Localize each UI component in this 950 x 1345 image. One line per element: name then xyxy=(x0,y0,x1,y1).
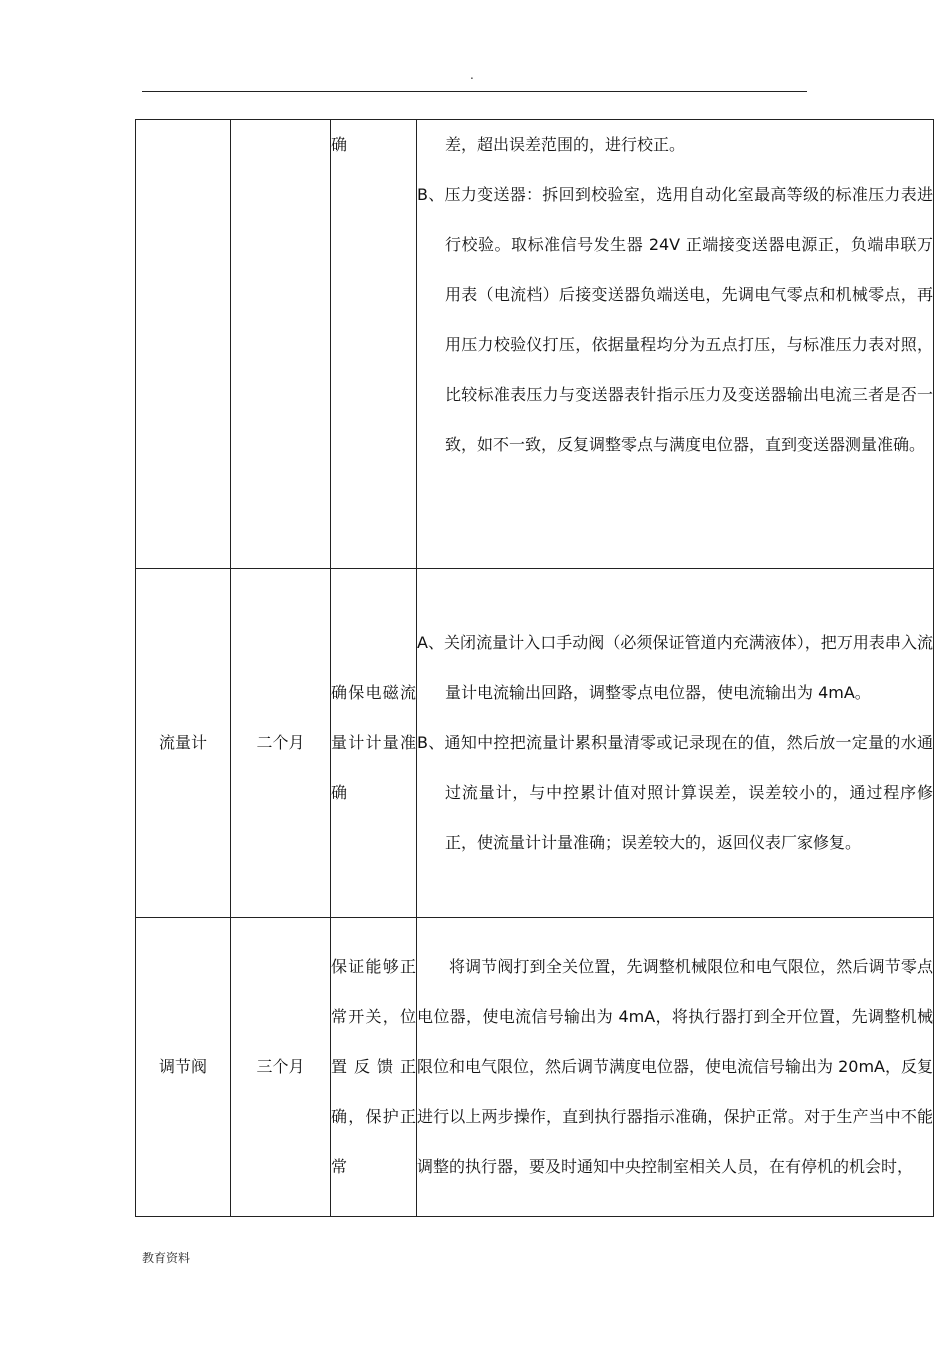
instrument-name-cell: 流量计 xyxy=(136,569,231,918)
cycle-cell: 二个月 xyxy=(231,569,331,918)
method-paragraph: 将调节阀打到全关位置，先调整机械限位和电气限位，然后调节零点电位器，使电流信号输出为 4mA，将执行器打到全开位置，先调整机械限位和电气限位，然后调节满度电位器，使电流信号输出为 20mA，反复进行以上两步操作，直到执行器指示准确，保护正常。对于生产当中不能调整的执行器，要及时通知中央控制室相关人员，在有停机的机会时， xyxy=(417,957,933,1176)
maintenance-table xyxy=(135,119,934,1217)
header-mark: . xyxy=(470,68,474,82)
table-row xyxy=(136,569,934,918)
method-cell xyxy=(417,120,934,569)
instrument-name-cell xyxy=(136,120,231,569)
purpose-cell: 保证能够正常开关，位置反馈正确，保护正常 xyxy=(331,918,417,1217)
purpose-cell: 确保电磁流量计计量准确 xyxy=(331,569,417,918)
purpose-cell: 确 xyxy=(331,120,417,569)
header-rule xyxy=(142,91,807,92)
method-paragraph: A、关闭流量计入口手动阀（必须保证管道内充满液体），把万用表串入流量计电流输出回路，调整零点电位器，使电流输出为 4mA。 xyxy=(417,633,933,702)
instrument-name-cell: 调节阀 xyxy=(136,918,231,1217)
method-paragraph: 差，超出误差范围的，进行校正。 xyxy=(445,135,686,154)
method-paragraph: B、通知中控把流量计累积量清零或记录现在的值，然后放一定量的水通过流量计，与中控累计值对照计算误差，误差较小的，通过程序修正，使流量计计量准确；误差较大的，返回仪表厂家修复。 xyxy=(417,733,933,852)
cycle-cell xyxy=(231,120,331,569)
method-cell xyxy=(417,569,934,918)
footer-text: 教育资料 xyxy=(142,1251,191,1265)
table-row xyxy=(136,120,934,569)
cycle-cell: 三个月 xyxy=(231,918,331,1217)
method-cell xyxy=(417,918,934,1217)
method-paragraph: B、压力变送器：拆回到校验室，选用自动化室最高等级的标准压力表进行校验。取标准信号发生器 24V 正端接变送器电源正，负端串联万用表（电流档）后接变送器负端送电，先调电气零点和机械零点，再用压力校验仪打压，依据量程均分为五点打压，与标准压力表对照，比较标准表压力与变送器表针指示压力及变送器输出电流三者是否一致，如不一致，反复调整零点与满度电位器，直到变送器测量准确。 xyxy=(417,185,933,454)
table-row xyxy=(136,918,934,1217)
